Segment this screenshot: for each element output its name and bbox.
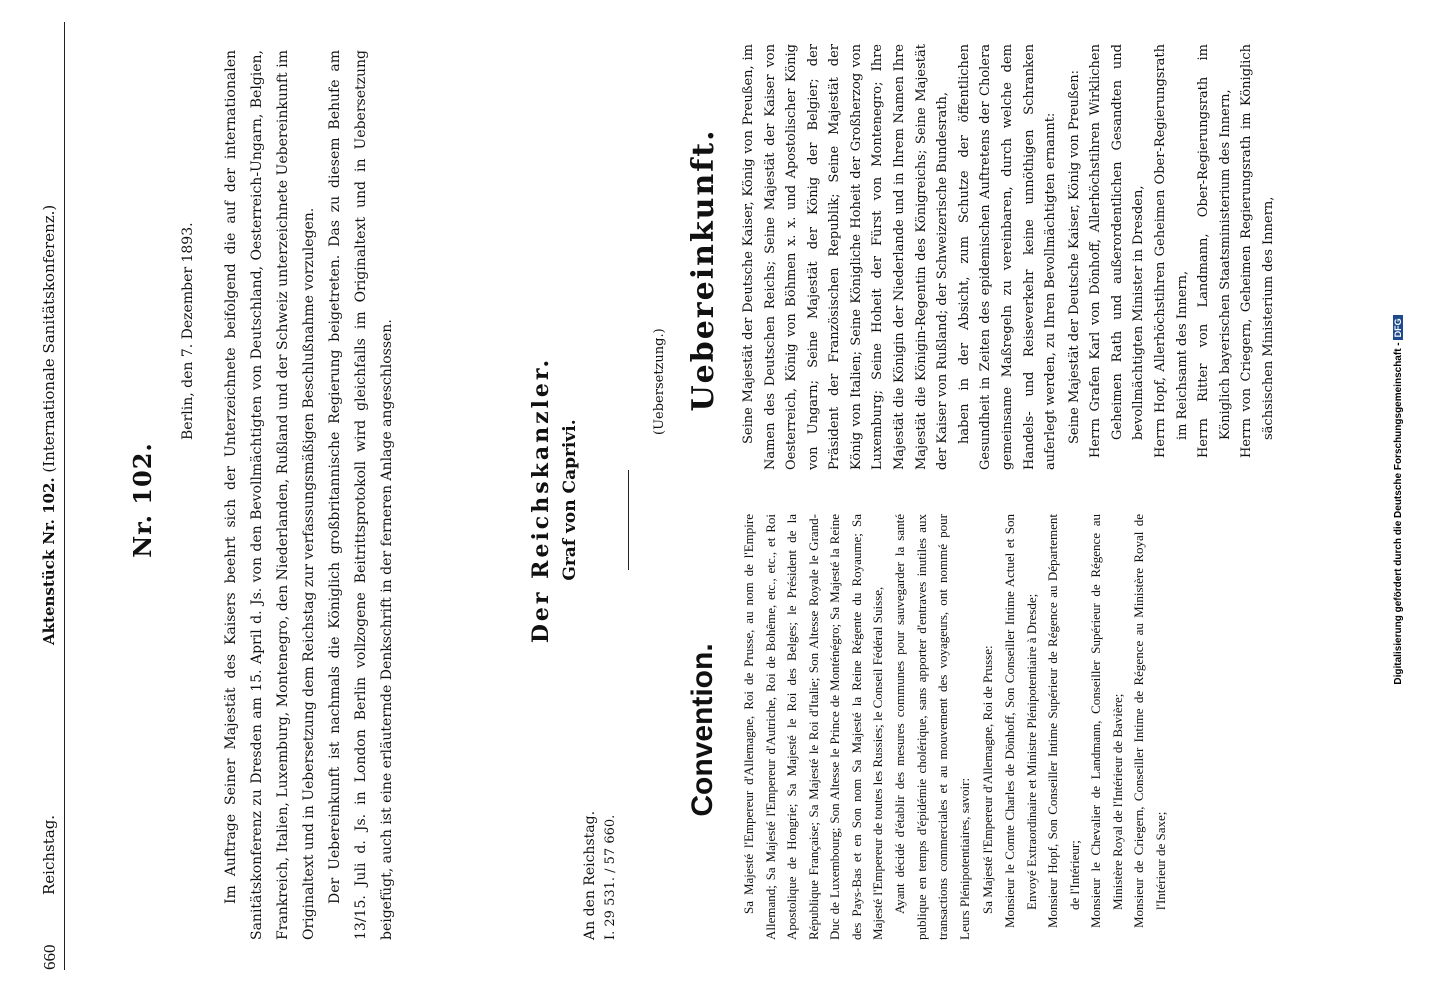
plenipotentiary-entry: Herrn Ritter von Landmann, Ober-Regierungsrath im Königlich bayerischen Staatsministerium des Innern, (1196, 44, 1233, 458)
section-divider (628, 470, 629, 570)
plenipotentiary-entry: Monsieur le Chevalier de Landmann, Conseiller Supérieur de Régence au Ministère Royal de l'Intérieur de Bavière; (1088, 514, 1125, 928)
file-reference: I. 29 531. / 57 660. (603, 814, 618, 940)
paragraph: haben in der Absicht, zum Schutze der öffentlichen Gesundheit in Zeiten des epidemischen Auftretens der Cholera gemeinsame Maßregeln zu vereinbaren, durch welche dem Handels- und Reiseverkehr keine unnöthigen Schranken auferlegt werden, zu Ihren Bevollmächtigten ernannt: (956, 44, 1059, 470)
paragraph: Seine Majestät der Deutsche Kaiser, König von Preußen, im Namen des Deutschen Reichs; Seine Majestät der Kaiser von Oesterreich, König von Böhmen x. x. und Apostolischer König von Ungarn; Seine Majestät der König der Belgier; der Präsident der Französischen Republik; Seine Majestät der König von Italien; Seine Königliche Hoheit der Großherzog von Luxemburg; Seine Hoheit der Fürst von Montenegro; Ihre Majestät die Königin der Niederlande und in Ihrem Namen Ihre Majestät die Königin-Regentin des Königreichs; Seine Majestät der Kaiser von Rußland; der Schweizerische Bundesrath, (741, 44, 951, 470)
addressee: An den Reichstag. (582, 810, 598, 940)
german-column (738, 44, 1279, 470)
page-number: 660 (40, 944, 59, 970)
convention-title-german: Uebereinkunft. (686, 128, 721, 412)
section-heading: Seine Majestät der Deutsche Kaiser, König von Preußen: (1066, 69, 1082, 444)
header-rule (64, 22, 65, 970)
plenipotentiary-entry: Monsieur Hopf, Son Conseiller Intime Supérieur de Régence au Département de l'Intérieur; (1045, 514, 1082, 928)
convention-title-french: Convention. (686, 643, 719, 817)
translation-label: (Uebersetzung.) (652, 328, 667, 435)
plenipotentiary-entry: Herrn Grafen Karl von Dönhoff, Allerhöchstihren Wirklichen Geheimen Rath und außerordentlichen Gesandten und bevollmächtigten Minister in Dresden, (1088, 44, 1147, 458)
signature-name: Graf von Caprivi. (560, 419, 580, 581)
header-reichstag: Reichstag. (40, 814, 58, 895)
intro-paragraph: Im Auftrage Seiner Majestät des Kaisers beehrt sich der Unterzeichnete beifolgend die auf der internationalen Sanitätskonferenz zu Dresden am 15. April d. Js. von den Bevollmächtigten von Deutschland, Oesterreich-Ungarn, Belgien, Frankreich, Italien, Luxemburg, Montenegro, den Niederlanden, Rußland und der Schweiz unterzeichnete Uebereinkunft im Originaltext und in Uebersetzung dem Reichstag zur verfassungsmäßigen Beschlußnahme vorzulegen. (223, 50, 318, 940)
french-column (738, 514, 1172, 940)
intro-text (218, 50, 400, 940)
document-number: Nr. 102. (128, 442, 157, 558)
digitization-credit (1393, 0, 1404, 1000)
section-heading: Sa Majesté l'Empereur d'Allemagne, Roi de Prusse: (980, 645, 996, 914)
plenipotentiary-entry: Herrn Hopf, Allerhöchstihren Geheimen Ober-Regierungsrath im Reichsamt des Innern, (1152, 44, 1190, 458)
header-aktenstueck-number: Aktenstück Nr. 102. (40, 477, 58, 645)
plenipotentiary-entry: Monsieur le Comte Charles de Dönhoff, Son Conseiller Intime Actuel et Son Envoyé Extraordinaire et Ministre Plénipotentiaire à Dresde; (1001, 514, 1039, 928)
plenipotentiary-entry: Monsieur de Criegern, Conseiller Intime de Régence au Ministère Royal de l'Intérieur de Saxe; (1131, 514, 1168, 928)
paragraph: Sa Majesté l'Empereur d'Allemagne, Roi de Prusse, au nom de l'Empire Allemand; Sa Majesté l'Empereur d'Autriche, Roi de Bohême, etc., etc., et Roi Apostolique de Hongrie; Sa Majesté le Roi des Belges; le Président de la République Française; Sa Majesté le Roi d'Italie; Son Altesse Royale le Grand-Duc de Luxembourg; Son Altesse le Prince de Monténégro; Sa Majesté la Reine des Pays-Bas et en Son nom Sa Majesté la Reine Régente du Royaume; Sa Majesté l'Empereur de toutes les Russies; le Conseil Fédéral Suisse, (741, 514, 886, 940)
plenipotentiary-entry: Herrn von Criegern, Geheimen Regierungsrath im Königlich sächsischen Ministerium des Innern, (1239, 44, 1276, 458)
dfg-logo: DFG (1393, 315, 1403, 340)
credit-text: Digitalisierung gefördert durch die Deutsche Forschungsgemeinschaft - (1393, 342, 1404, 685)
dateline: Berlin, den 7. Dezember 1893. (180, 222, 196, 440)
paragraph: Ayant décidé d'établir des mesures communes pour sauvegarder la santé publique en temps d'épidémie cholérique, sans apporter d'entraves inutiles aux transactions commerciales et au mouvement des voyageurs, ont nommé pour Leurs Plénipotentiaires, savoir: (892, 514, 972, 940)
header-subject: (Internationale Sanitätskonferenz.) (40, 204, 58, 473)
header-aktenstueck (40, 205, 58, 645)
page-header (40, 10, 62, 970)
intro-paragraph: Der Uebereinkunft ist nachmals die Königlich großbritannische Regierung beigetreten. Das zu diesem Behufe am 13/15. Juli d. Js. in London Berlin vollzogene Beitrittsprotokoll wird gleichfalls im Originaltext und in Uebersetzung beigefügt, auch ist eine erläuternde Denkschrift in der ferneren Anlage angeschlossen. (327, 50, 396, 940)
signature-title: Der Reichskanzler. (528, 356, 554, 644)
